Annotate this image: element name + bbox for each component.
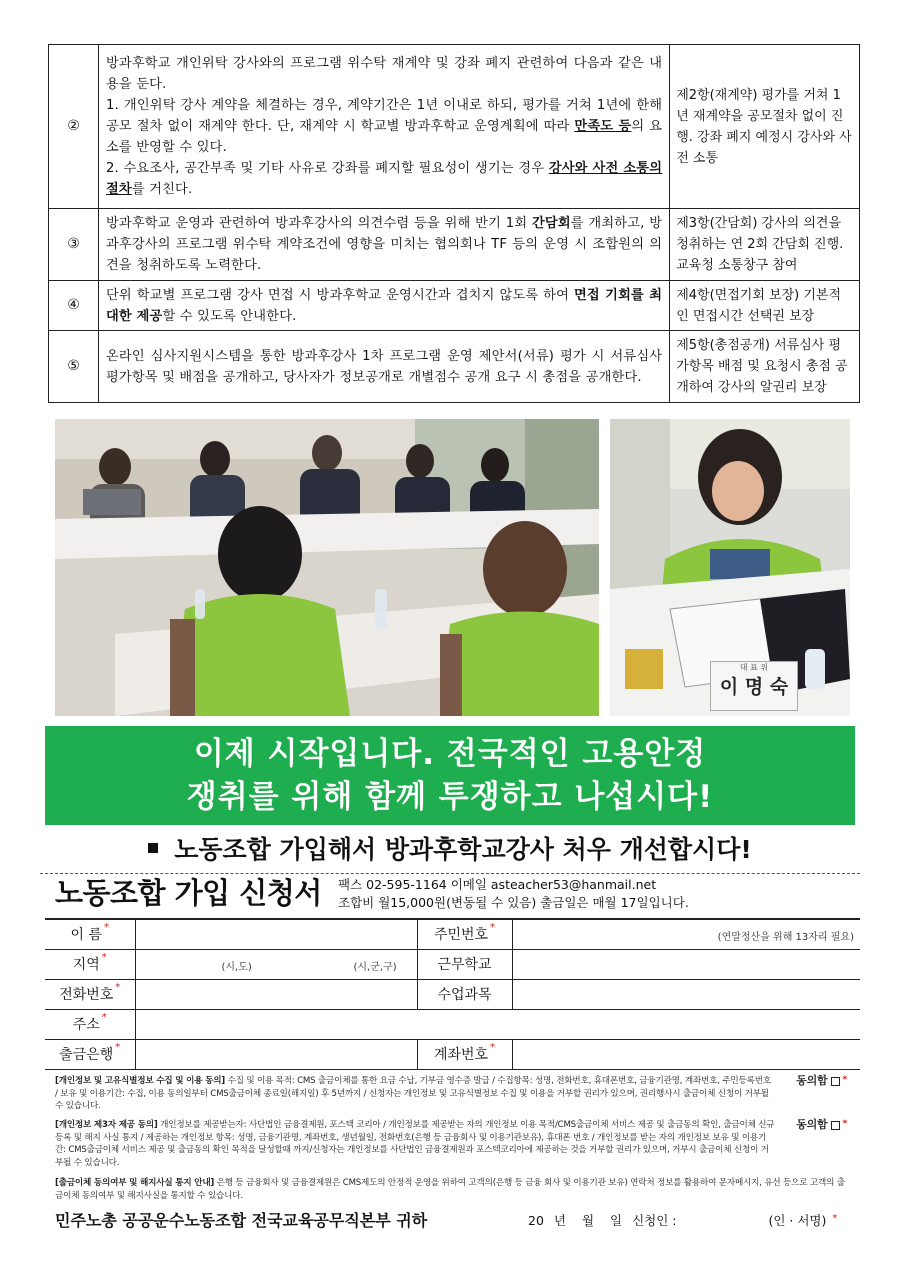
clause-segment: 2. 수요조사, 공간부족 및 기타 사유로 강좌를 폐지할 필요성이 생기는 경우 — [105, 161, 549, 176]
applicant-label: 신청인 : — [632, 1213, 677, 1228]
form-label-text: 주민번호 — [433, 927, 489, 944]
clause-number: ⑤ — [49, 331, 99, 403]
sign-required-mark: * — [832, 1213, 838, 1224]
sign-label: (인 · 서명) — [768, 1213, 827, 1228]
form-label — [45, 949, 135, 979]
consent-body: 수집 및 이용 목적: CMS 출금이체를 통한 요금 수납, 기부금 영수증 발급 / 수집항목: 성명, 전화번호, 휴대폰번호, 금융기관명, 계좌번호, 주민등록번호 / 보유 및 이용기간: 수집, 이용 동의일부터 CMS출금이체 종료일(해지일) 후 5년까지 / 신청자는 개인정보 및 고유식별정보 수집 및 이용을 거부할 권리가 있으며, 권리행사시 출금이체 신청이 거부될 수 있습니다. — [55, 1076, 771, 1111]
agree-checkbox[interactable] — [796, 1075, 847, 1088]
clause-note: 제3항(간담회) 강사의 의견을 청취하는 연 2회 간담회 진행. 교육청 소통창구 참여 — [670, 209, 860, 281]
required-mark: * — [101, 952, 107, 963]
agree-label: 동의함 — [796, 1118, 828, 1131]
clause-segment: 방과후학교 운영과 관련하여 방과후강사의 의견수렴 등을 위해 반기 1회 — [105, 216, 532, 231]
clause-segment: 온라인 심사지원시스템을 통한 방과후강사 1차 프로그램 운영 제안서(서류) 평가 시 서류심사 평가항목 및 배점을 공개하고, 당사자가 정보공개로 개별점수 공개 요구 시 총점을 공개한다. — [105, 348, 663, 385]
banner-line-2: 쟁취를 위해 함께 투쟁하고 나섭시다! — [186, 779, 714, 815]
consent-heading: [출금이체 동의여부 및 해지사실 통지 안내] — [55, 1178, 215, 1188]
join-headline-text: 노동조합 가입해서 방과후학교강사 처우 개선합시다! — [174, 835, 752, 864]
form-field[interactable] — [512, 979, 860, 1009]
form-row — [45, 1009, 860, 1039]
form-field[interactable] — [512, 919, 860, 949]
checkbox-icon[interactable] — [831, 1077, 840, 1086]
form-row — [45, 919, 860, 949]
clause-bold: 간담회 — [531, 216, 571, 231]
nameplate-title: 대 표 위 — [739, 663, 769, 672]
consent-heading: [개인정보 제3자 제공 동의] — [55, 1120, 158, 1130]
nameplate — [710, 661, 798, 711]
clause-segment: 의 요소를 반영할 수 있다. — [105, 119, 663, 155]
form-label — [417, 919, 512, 949]
agree-checkbox[interactable] — [796, 1119, 847, 1132]
clause-note: 제5항(총점공개) 서류심사 평가항목 배점 및 요청시 총점 공개하여 강사의 알권리 보장 — [670, 331, 860, 403]
date-month-unit: 월 — [581, 1213, 595, 1228]
date-day-unit: 일 — [610, 1213, 623, 1228]
slogan-banner — [45, 726, 855, 825]
form-label-text: 근무학교 — [437, 957, 492, 973]
policy-table — [48, 44, 860, 403]
required-mark: * — [490, 922, 496, 934]
required-mark: * — [101, 1012, 107, 1023]
form-field[interactable] — [135, 919, 417, 949]
form-label-text: 수업과목 — [437, 987, 492, 1003]
form-row — [45, 979, 860, 1009]
form-label — [45, 919, 135, 949]
consent-block — [55, 1177, 855, 1202]
clause-text — [98, 209, 669, 281]
required-mark: * — [490, 1042, 496, 1053]
form-label — [417, 949, 512, 979]
clause-text — [98, 45, 669, 209]
policy-row — [49, 45, 860, 209]
consent-body: 개인정보를 제공받는자: 사단법인 금융결제원, 포스텍 코리아 / 개인정보를 제공받는 자의 개인정보 이용 목적/CMS출금이체 서비스 제공 및 출금동의 확인, 출금이체 신규등록 및 해지 사실 통지 / 제공하는 개인정보 항목: 성명, 금융기관명, 계좌번호, 생년월일, 전화번호(은행 등 금융회사 및 이용기관보유), 휴대폰 번호 / 개인정보를 받는 자의 개인정보 보유 및 이용기간: CMS출금이체 서비스 제공 및 출금동의 확인 목적을 달성할때 까지/신청자는 개인정보를 사단법인 금융결제원과 포스텍코리아에 제공하는 것을 거부할 권리가 있으며, 거부시 출금이체 신청이 거부될 수 있습니다. — [55, 1120, 775, 1168]
form-label — [417, 1039, 512, 1069]
form-label-text: 이 름 — [70, 927, 102, 944]
policy-row — [49, 209, 860, 281]
consent-body: 은행 등 금융회사 및 금융결제원은 CMS제도의 안정적 운영을 위하여 고객의(은행 등 금융 회사 및 이용기관 보유) 연락처 정보를 활용하여 문자메시지, 유선 등으로 고객의 출금이체 동의여부 및 해지사실을 통지할 수 있습니다. — [55, 1178, 845, 1201]
policy-row — [49, 281, 860, 331]
form-label-text: 출금은행 — [59, 1047, 114, 1063]
meeting-photo-illustration — [55, 419, 599, 716]
clause-number: ② — [49, 45, 99, 209]
address-field[interactable] — [135, 1009, 860, 1039]
form-field[interactable] — [135, 979, 417, 1009]
signature-line — [528, 1211, 837, 1231]
form-label-text: 계좌번호 — [433, 1047, 489, 1063]
clause-note: 제2항(재계약) 평가를 거쳐 1년 재계약을 공모절차 없이 진행. 강좌 폐지 예정시 강사와 사전 소통 — [670, 45, 860, 209]
clause-emphasis: 만족도 등 — [574, 119, 632, 134]
agree-label: 동의함 — [796, 1074, 828, 1087]
form-field[interactable] — [135, 1039, 417, 1069]
form-label — [45, 1009, 135, 1039]
form-field[interactable] — [135, 949, 417, 979]
clause-text — [98, 331, 669, 403]
consent-text — [55, 1075, 775, 1113]
consent-text — [55, 1119, 775, 1169]
clause-segment: 방과후학교 개인위탁 강사와의 프로그램 위수탁 재계약 및 강좌 폐지 관련하여 다음과 같은 내용을 둔다. — [105, 56, 663, 92]
form-label-text: 주소 — [72, 1017, 100, 1033]
field-hint: (시,도) — [221, 961, 252, 973]
form-row — [45, 1039, 860, 1069]
form-contact: 팩스 02-595-1164 이메일 asteacher53@hanmail.net — [338, 877, 657, 892]
join-headline — [45, 830, 855, 870]
signing-photo — [610, 419, 850, 716]
footer-organization: 민주노총 공공운수노동조합 전국교육공무직본부 귀하 — [55, 1211, 428, 1230]
clause-segment: 를 개최하고, 방과후강사의 프로그램 위수탁 계약조건에 영향을 미치는 협의회나 TF 등의 운영 시 조합원의 의견을 청취하도록 노력한다. — [105, 216, 663, 273]
form-label — [417, 979, 512, 1009]
meeting-photo — [55, 419, 599, 716]
checkbox-icon[interactable] — [831, 1121, 840, 1130]
clause-number: ③ — [49, 209, 99, 281]
form-fee: 조합비 월15,000원(변동될 수 있음) 출금일은 매월 17일입니다. — [338, 895, 689, 910]
required-mark: * — [115, 1042, 121, 1053]
form-field[interactable] — [512, 949, 860, 979]
form-row — [45, 949, 860, 979]
application-form — [45, 918, 860, 1070]
nameplate-name: 이 명 숙 — [719, 676, 789, 698]
consent-heading: [개인정보 및 고유식별정보 수집 및 이용 동의] — [55, 1076, 226, 1086]
clause-segment: 할 수 있도록 안내한다. — [162, 308, 297, 324]
required-mark: * — [842, 1119, 847, 1129]
form-label-text: 지역 — [72, 957, 100, 973]
clause-segment: 단위 학교별 프로그램 강사 면접 시 방과후학교 운영시간과 겹치지 않도록 하여 — [105, 287, 574, 303]
form-field[interactable] — [512, 1039, 860, 1069]
field-hint: (연말정산을 위해 13자리 필요) — [717, 932, 854, 943]
form-label — [45, 979, 135, 1009]
clause-note: 제4항(면접기회 보장) 기본적인 면접시간 선택권 보장 — [670, 281, 860, 331]
consent-block — [55, 1075, 855, 1113]
clause-number: ④ — [49, 281, 99, 331]
clause-text — [98, 281, 669, 331]
bullet-square-icon — [148, 843, 158, 853]
required-mark: * — [104, 922, 109, 934]
form-title: 노동조합 가입 신청서 — [55, 876, 322, 910]
field-hint: (시,군,구) — [353, 961, 397, 973]
clause-bold: 면접 기회를 최대한 제공 — [105, 287, 663, 324]
date-year-unit: 년 — [553, 1213, 566, 1228]
clause-segment: 를 거친다. — [131, 182, 193, 197]
form-meta — [338, 876, 689, 912]
required-mark: * — [115, 982, 121, 993]
consent-text — [55, 1177, 850, 1202]
form-label — [45, 1039, 135, 1069]
consent-block — [55, 1119, 855, 1169]
required-mark: * — [842, 1075, 847, 1085]
form-label-text: 전화번호 — [59, 987, 114, 1003]
policy-row — [49, 331, 860, 403]
date-year: 20 — [528, 1213, 544, 1228]
clause-segment: 1. 개인위탁 강사 계약을 체결하는 경우, 계약기간은 1년 이내로 하되, 평가를 거쳐 1년에 한해 공모 절차 없이 재계약 한다. 단, 재계약 시 학교별 방과후학교 운영계획에 따라 — [105, 98, 663, 134]
clause-emphasis: 강사와 사전 소통의 절차 — [105, 161, 663, 197]
banner-line-1: 이제 시작입니다. 전국적인 고용안정 — [193, 736, 707, 772]
